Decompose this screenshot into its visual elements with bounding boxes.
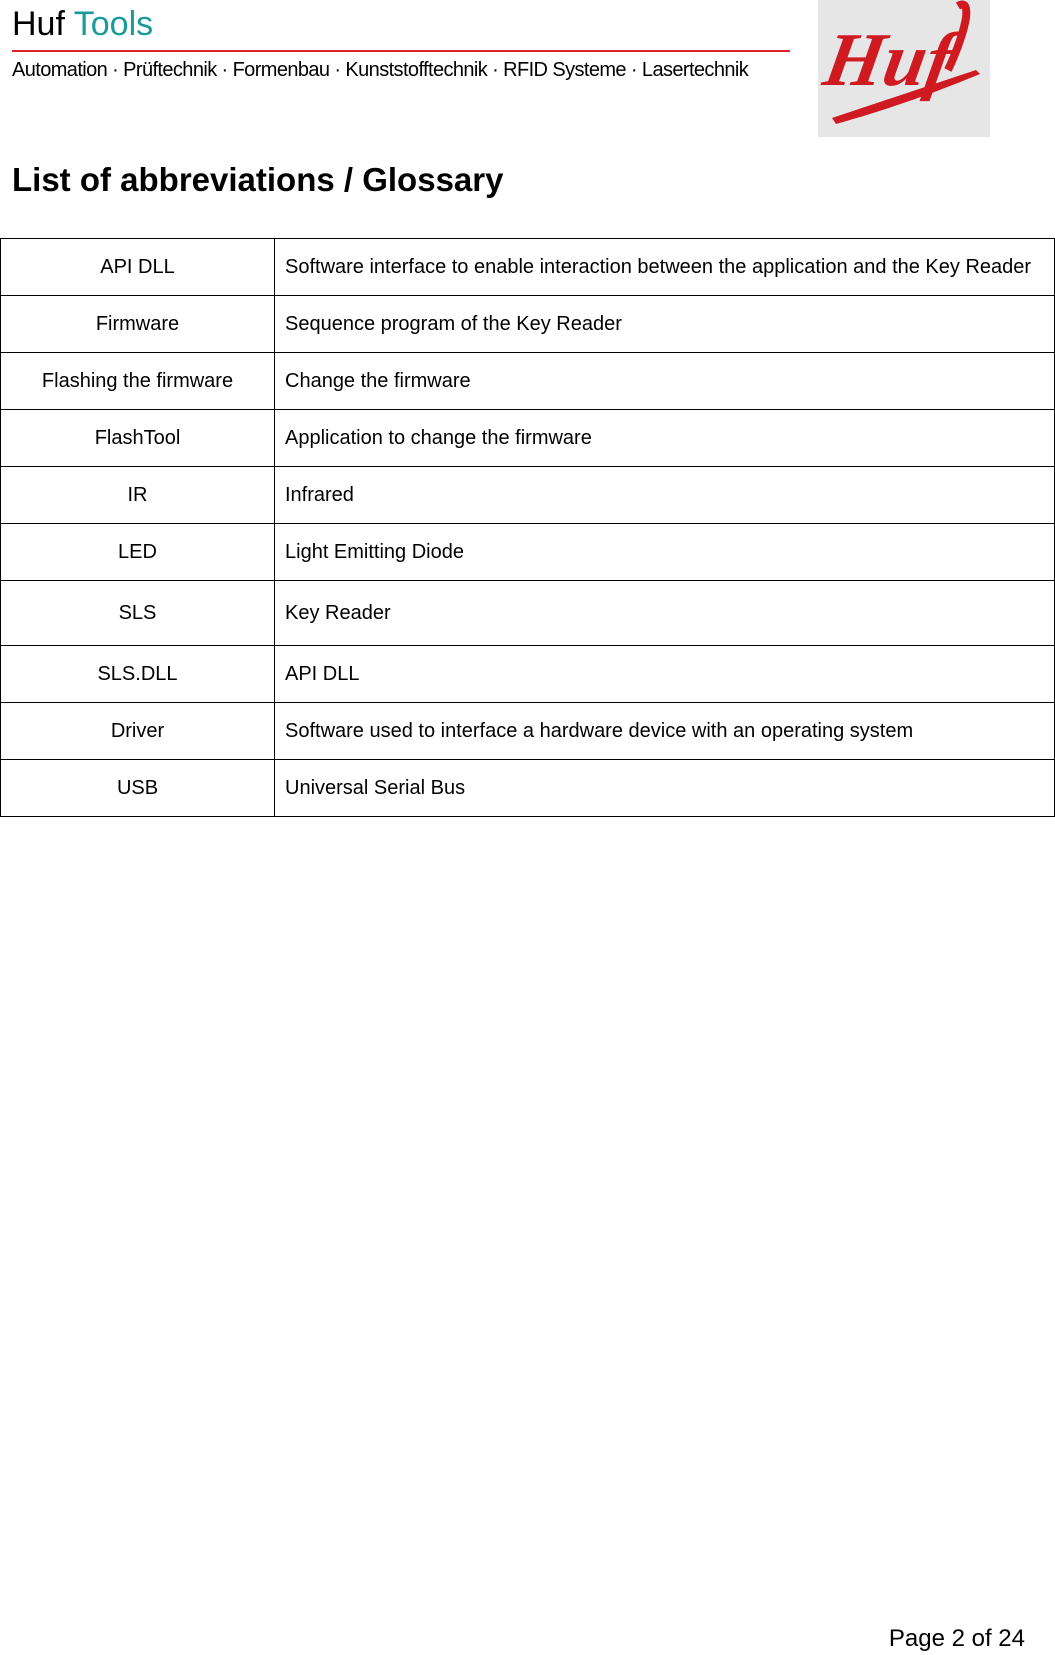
page-number: Page 2 of 24 [888, 1625, 1025, 1652]
glossary-term: SLS.DLL [1, 646, 275, 703]
table-row [1, 703, 1055, 760]
brand-accent: Tools [73, 5, 154, 43]
table-row [1, 524, 1055, 581]
glossary-term: LED [1, 524, 275, 581]
header-tagline: Automation · Prüftechnik · Formenbau · Kunststofftechnik · RFID Systeme · Lasertechnik [12, 59, 749, 81]
table-row [1, 239, 1055, 296]
glossary-definition: Light Emitting Diode [275, 524, 1055, 581]
brand-name: Huf [12, 5, 65, 43]
table-row [1, 353, 1055, 410]
glossary-term: USB [1, 760, 275, 817]
glossary-term: FlashTool [1, 410, 275, 467]
brand-title [12, 4, 153, 44]
glossary-definition: Application to change the firmware [275, 410, 1055, 467]
glossary-term: Firmware [1, 296, 275, 353]
page-title: List of abbreviations / Glossary [12, 161, 504, 198]
glossary-term: Flashing the firmware [1, 353, 275, 410]
glossary-definition: Key Reader [275, 581, 1055, 646]
glossary-table [0, 238, 1055, 817]
glossary-definition: API DLL [275, 646, 1055, 703]
glossary-term: Driver [1, 703, 275, 760]
table-row [1, 646, 1055, 703]
logo-text: Huf [818, 17, 960, 102]
glossary-definition: Software interface to enable interaction between the application and the Key Reader [275, 239, 1055, 296]
table-row [1, 296, 1055, 353]
header-rule [12, 50, 790, 52]
glossary-definition: Software used to interface a hardware device with an operating system [275, 703, 1055, 760]
glossary-definition: Change the firmware [275, 353, 1055, 410]
table-row [1, 760, 1055, 817]
glossary-term: IR [1, 467, 275, 524]
glossary-term: API DLL [1, 239, 275, 296]
glossary-definition: Infrared [275, 467, 1055, 524]
glossary-definition: Sequence program of the Key Reader [275, 296, 1055, 353]
table-row [1, 410, 1055, 467]
table-row [1, 467, 1055, 524]
glossary-term: SLS [1, 581, 275, 646]
table-row [1, 581, 1055, 646]
huf-logo [818, 0, 990, 137]
glossary-definition: Universal Serial Bus [275, 760, 1055, 817]
